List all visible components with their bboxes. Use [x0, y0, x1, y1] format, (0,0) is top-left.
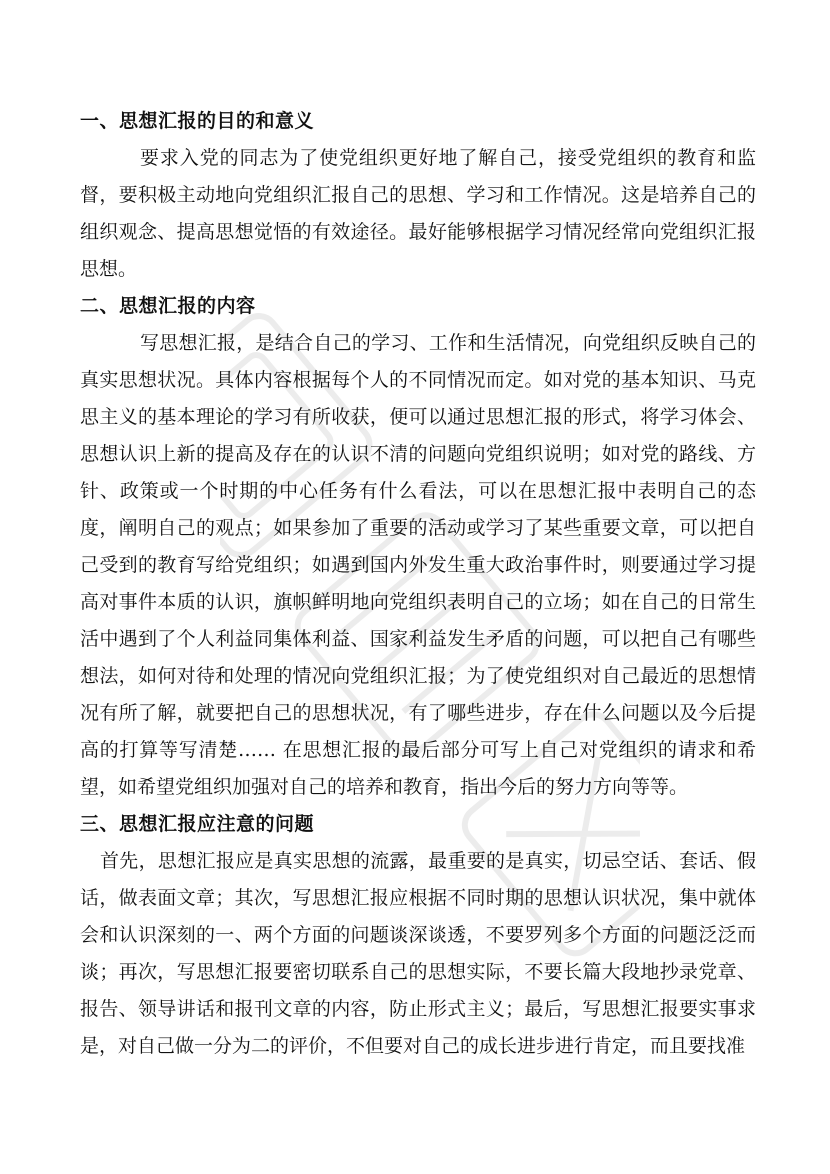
section-heading-content: 二、思想汇报的内容: [80, 295, 256, 317]
section-heading-notes: 三、思想汇报应注意的问题: [80, 813, 315, 835]
section-paragraph-notes: 首先，思想汇报应是真实思想的流露，最重要的是真实，切忌空话、套话、假话，做表面文章；其次，写思想汇报应根据不同时期的思想认识状况，集中就体会和认识深刻的一、两个方面的问题谈深谈透，不要罗列多个方面的问题泛泛而谈；再次，写思想汇报要密切联系自己的思想实际，不要长篇大段地抄录党章、报告、领导讲话和报刊文章的内容，防止形式主义；最后，写思想汇报要实事求是，对自己做一分为二的评价，不但要对自己的成长进步进行肯定，而且要找准: [80, 850, 756, 1057]
section-heading-purpose: 一、思想汇报的目的和意义: [80, 110, 315, 132]
document-body: [80, 103, 756, 1065]
section-paragraph-content: 写思想汇报，是结合自己的学习、工作和生活情况，向党组织反映自己的真实思想状况。具体内容根据每个人的不同情况而定。如对党的基本知识、马克思主义的基本理论的学习有所收获，便可以通过思想汇报的形式，将学习体会、思想认识上新的提高及存在的认识不清的问题向党组织说明；如对党的路线、方针、政策或一个时期的中心任务有什么看法，可以在思想汇报中表明自己的态度，阐明自己的观点；如果参加了重要的活动或学习了某些重要文章，可以把自己受到的教育写给党组织；如遇到国内外发生重大政治事件时，则要通过学习提高对事件本质的认识，旗帜鲜明地向党组织表明自己的立场；如在自己的日常生活中遇到了个人利益同集体利益、国家利益发生矛盾的问题，可以把自己有哪些想法，如何对待和处理的情况向党组织汇报；为了使党组织对自己最近的思想情况有所了解，就要把自己的思想状况，有了哪些进步，存在什么问题以及今后提高的打算等写清楚…… 在思想汇报的最后部分可写上自己对党组织的请求和希望，如希望党组织加强对自己的培养和教育，指出今后的努力方向等等。: [80, 332, 756, 798]
section-paragraph-purpose: 要求入党的同志为了使党组织更好地了解自己，接受党组织的教育和监督，要积极主动地向党组织汇报自己的思想、学习和工作情况。这是培养自己的组织观念、提高思想觉悟的有效途径。最好能够根据学习情况经常向党组织汇报思想。: [80, 147, 756, 280]
